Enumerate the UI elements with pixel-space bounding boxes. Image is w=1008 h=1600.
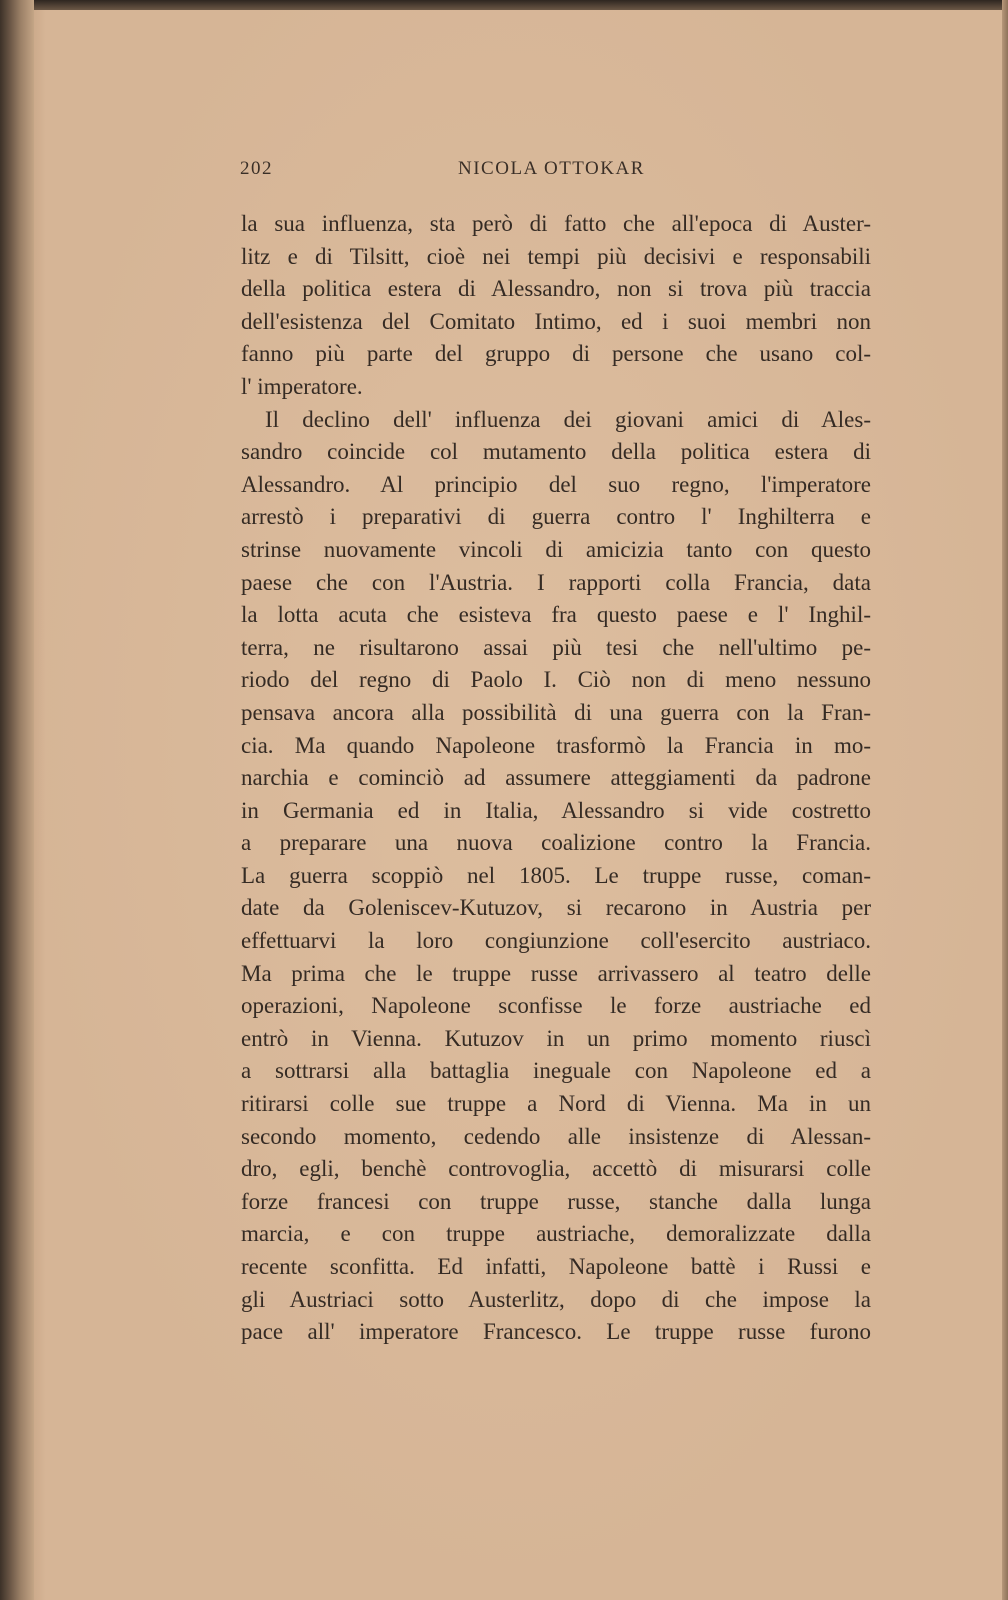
text-line: paese che con l'Austria. I rapporti colla Francia, data	[241, 569, 871, 595]
text-line: effettuarvi la loro congiunzione coll'esercito austriaco.	[241, 928, 871, 954]
text-line: entrò in Vienna. Kutuzov in un primo momento riuscì	[241, 1025, 871, 1051]
text-line: operazioni, Napoleone sconfisse le forze austriache ed	[241, 993, 871, 1019]
text-line: forze francesi con truppe russe, stanche dalla lunga	[241, 1188, 871, 1214]
text-line: dro, egli, benchè controvoglia, accettò di misurarsi colle	[241, 1156, 871, 1182]
text-line: riodo del regno di Paolo I. Ciò non di meno nessuno	[241, 667, 871, 693]
text-line: dell'esistenza del Comitato Intimo, ed i suoi membri non	[241, 308, 871, 334]
page-number: 202	[240, 158, 273, 179]
text-line: cia. Ma quando Napoleone trasformò la Francia in mo-	[241, 732, 871, 758]
text-line: pensava ancora alla possibilità di una guerra con la Fran-	[241, 699, 871, 725]
text-line: narchia e cominciò ad assumere atteggiamenti da padrone	[241, 765, 871, 791]
text-line: secondo momento, cedendo alle insistenze di Alessan-	[241, 1123, 871, 1149]
text-line: sandro coincide col mutamento della politica estera di	[241, 439, 871, 465]
text-line: in Germania ed in Italia, Alessandro si vide costretto	[241, 797, 871, 823]
text-line: a preparare una nuova coalizione contro la Francia.	[241, 830, 871, 856]
text-line: arrestò i preparativi di guerra contro l' Inghilterra e	[241, 504, 871, 530]
text-line: terra, ne risultarono assai più tesi che nell'ultimo pe-	[241, 634, 871, 660]
text-line: Il declino dell' influenza dei giovani amici di Ales-	[265, 406, 871, 432]
text-line: a sottrarsi alla battaglia ineguale con Napoleone ed a	[241, 1058, 871, 1084]
text-line: marcia, e con truppe austriache, demoralizzate dalla	[241, 1221, 871, 1247]
text-line: ritirarsi colle sue truppe a Nord di Vienna. Ma in un	[241, 1091, 871, 1117]
text-line: l' imperatore.	[241, 373, 363, 399]
text-line: litz e di Tilsitt, cioè nei tempi più decisivi e responsabili	[241, 243, 871, 269]
text-line: date da Goleniscev-Kutuzov, si recarono in Austria per	[241, 895, 871, 921]
page-right-edge	[1002, 0, 1008, 1600]
text-line: La guerra scoppiò nel 1805. Le truppe russe, coman-	[241, 862, 871, 888]
text-line: recente sconfitta. Ed infatti, Napoleone battè i Russi e	[241, 1254, 871, 1279]
text-line: pace all' imperatore Francesco. Le truppe russe furono	[241, 1319, 871, 1345]
text-line: gli Austriaci sotto Austerlitz, dopo di che impose la	[241, 1286, 871, 1312]
text-line: Ma prima che le truppe russe arrivassero al teatro delle	[241, 960, 871, 986]
text-line: strinse nuovamente vincoli di amicizia tanto con questo	[241, 536, 871, 562]
body-text	[241, 208, 871, 1349]
running-head-author: NICOLA OTTOKAR	[458, 158, 645, 179]
text-line: Alessandro. Al principio del suo regno, l'imperatore	[241, 471, 871, 497]
running-head	[240, 158, 650, 186]
book-binding-edge	[0, 0, 34, 1600]
text-line: fanno più parte del gruppo di persone che usano col-	[241, 341, 871, 367]
text-line: della politica estera di Alessandro, non si trova più traccia	[241, 276, 871, 302]
text-line: la lotta acuta che esisteva fra questo paese e l' Inghil-	[241, 602, 871, 628]
page-top-edge	[0, 0, 1008, 10]
text-line: la sua influenza, sta però di fatto che all'epoca di Auster-	[241, 211, 871, 236]
